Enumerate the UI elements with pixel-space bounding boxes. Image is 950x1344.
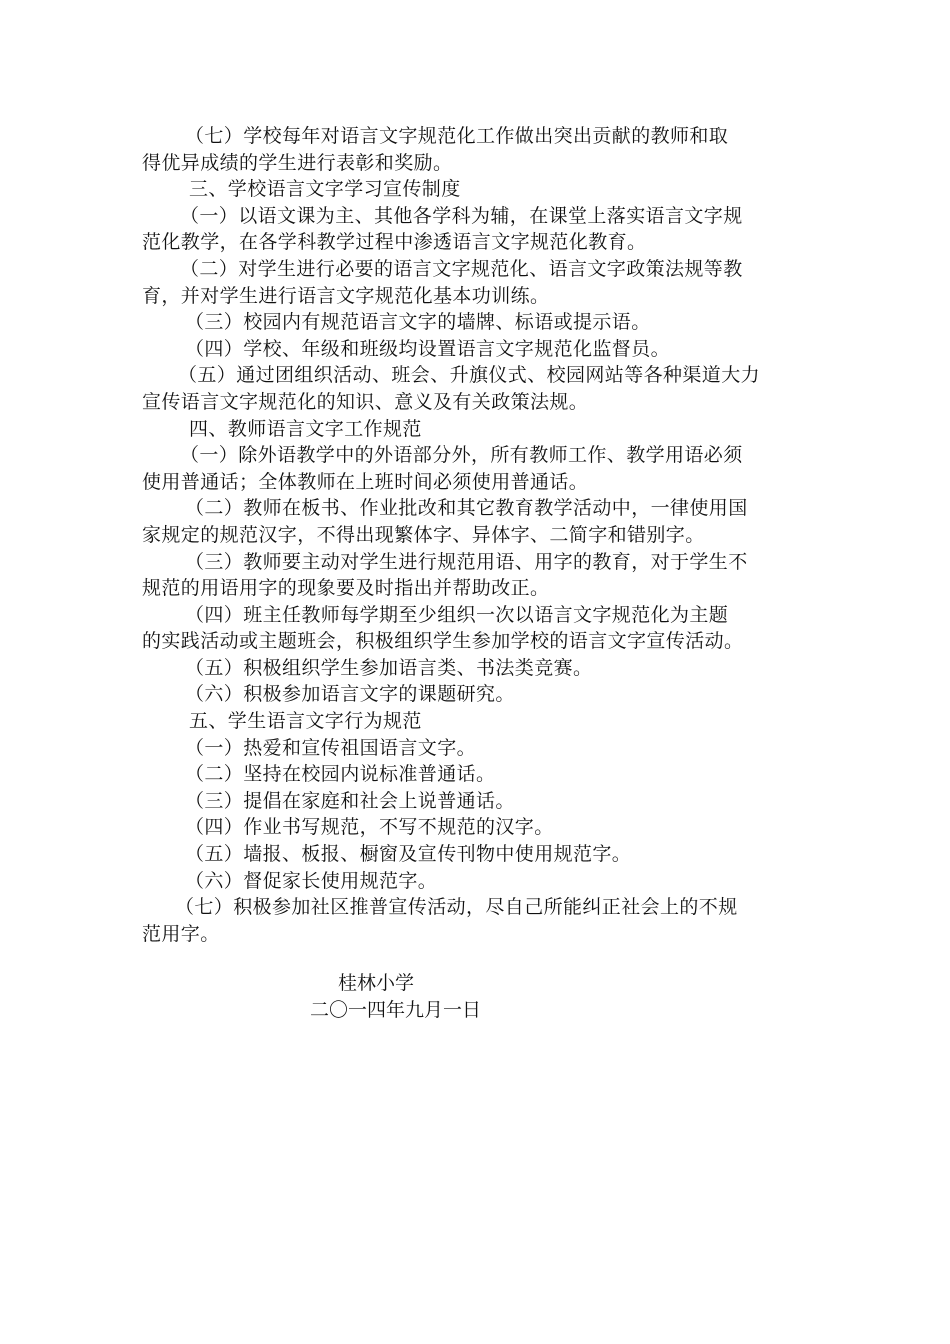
paragraph-line: （七）积极参加社区推普宣传活动，尽自己所能纠正社会上的不规 bbox=[175, 896, 738, 919]
paragraph-line: （一）热爱和宣传祖国语言文字。 bbox=[185, 736, 477, 759]
paragraph-line: 育，并对学生进行语言文字规范化基本功训练。 bbox=[142, 284, 550, 307]
paragraph-line: （六）督促家长使用规范字。 bbox=[185, 869, 438, 892]
paragraph-line: （五）积极组织学生参加语言类、书法类竞赛。 bbox=[185, 656, 593, 679]
paragraph-line: （四）班主任教师每学期至少组织一次以语言文字规范化为主题 bbox=[185, 603, 729, 626]
paragraph-line: （二）坚持在校园内说标准普通话。 bbox=[185, 763, 496, 786]
signature-school: 桂林小学 bbox=[338, 972, 415, 994]
paragraph-line: 使用普通话；全体教师在上班时间必须使用普通话。 bbox=[142, 470, 589, 493]
paragraph-line: （四）作业书写规范，不写不规范的汉字。 bbox=[185, 816, 554, 839]
signature-block bbox=[310, 970, 481, 1024]
signature-date: 二〇一四年九月一日 bbox=[310, 999, 482, 1021]
section-heading: 五、学生语言文字行为规范 bbox=[189, 710, 422, 733]
paragraph-line: （一）以语文课为主、其他各学科为辅，在课堂上落实语言文字规 bbox=[180, 204, 743, 227]
paragraph-line: （一）除外语教学中的外语部分外，所有教师工作、教学用语必须 bbox=[180, 444, 743, 467]
section-heading: 三、学校语言文字学习宣传制度 bbox=[189, 178, 461, 201]
paragraph-line: 得优异成绩的学生进行表彰和奖励。 bbox=[142, 151, 453, 174]
paragraph-line: 规范的用语用字的现象要及时指出并帮助改正。 bbox=[142, 577, 550, 600]
paragraph-line: （三）教师要主动对学生进行规范用语、用字的教育，对于学生不 bbox=[185, 550, 748, 573]
paragraph-line: （四）学校、年级和班级均设置语言文字规范化监督员。 bbox=[185, 337, 671, 360]
paragraph-line: （七）学校每年对语言文字规范化工作做出突出贡献的教师和取 bbox=[185, 125, 729, 147]
paragraph-line: （三）提倡在家庭和社会上说普通话。 bbox=[185, 789, 515, 812]
paragraph-line: （五）通过团组织活动、班会、升旗仪式、校园网站等各种渠道大力 bbox=[178, 364, 761, 387]
paragraph-line: 家规定的规范汉字，不得出现繁体字、异体字、二简字和错别字。 bbox=[142, 523, 705, 546]
paragraph-line: 宣传语言文字规范化的知识、意义及有关政策法规。 bbox=[142, 390, 589, 413]
paragraph-line: 范用字。 bbox=[142, 922, 220, 945]
document-body bbox=[142, 123, 822, 947]
paragraph-line: （五）墙报、板报、橱窗及宣传刊物中使用规范字。 bbox=[185, 843, 632, 866]
paragraph-line: （六）积极参加语言文字的课题研究。 bbox=[185, 683, 515, 706]
paragraph-line: 的实践活动或主题班会，积极组织学生参加学校的语言文字宣传活动。 bbox=[142, 630, 744, 653]
paragraph-line: （三）校园内有规范语言文字的墙牌、标语或提示语。 bbox=[185, 311, 651, 334]
paragraph-line: （二）对学生进行必要的语言文字规范化、语言文字政策法规等教 bbox=[180, 257, 743, 280]
paragraph-line: 范化教学，在各学科教学过程中渗透语言文字规范化教育。 bbox=[142, 231, 647, 254]
paragraph-line: （二）教师在板书、作业批改和其它教育教学活动中，一律使用国 bbox=[185, 497, 748, 520]
section-heading: 四、教师语言文字工作规范 bbox=[189, 417, 422, 440]
